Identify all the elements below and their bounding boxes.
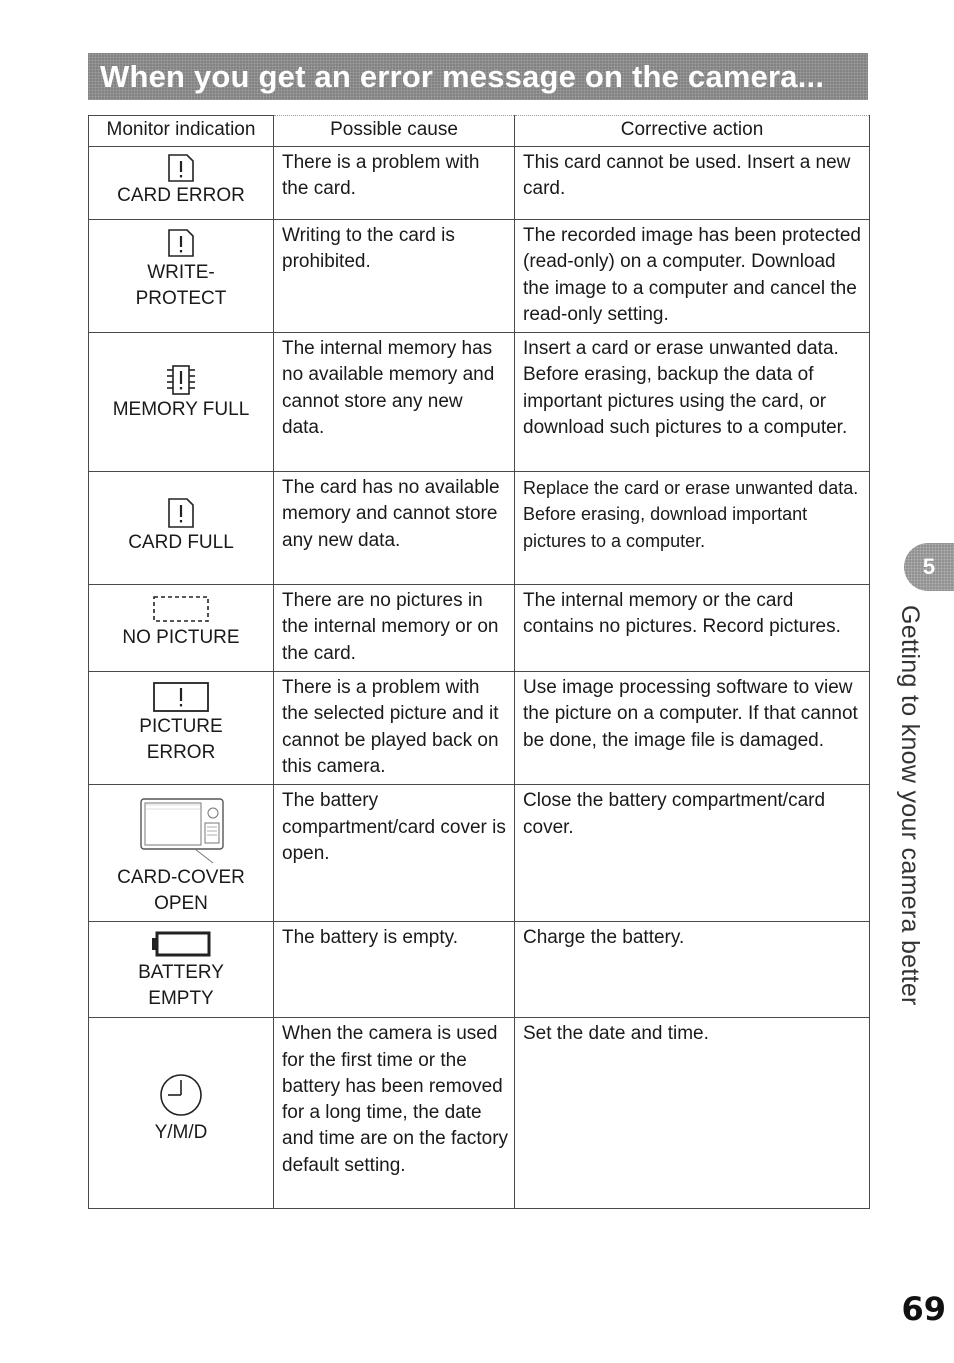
table-row xyxy=(89,585,870,672)
no-picture-icon xyxy=(146,593,216,625)
cause-cell: The battery is empty. xyxy=(274,922,515,1018)
header-cause: Possible cause xyxy=(274,116,515,147)
cause-cell: The internal memory has no available memory and cannot store any new data. xyxy=(274,333,515,472)
monitor-label: PICTURE xyxy=(139,716,223,738)
action-cell: Replace the card or erase unwanted data. Before erasing, download important pictures to a computer. xyxy=(515,472,870,585)
monitor-label: BATTERY xyxy=(138,962,224,984)
write-protect-icon xyxy=(163,226,199,260)
table-row xyxy=(89,672,870,785)
cause-cell: There are no pictures in the internal memory or on the card. xyxy=(274,585,515,672)
chapter-tab xyxy=(904,543,954,591)
table-header-row xyxy=(89,116,870,147)
action-cell: The internal memory or the card contains no pictures. Record pictures. xyxy=(515,585,870,672)
monitor-cell xyxy=(89,672,274,785)
table-row xyxy=(89,785,870,922)
action-cell: Insert a card or erase unwanted data. Before erasing, backup the data of important pictures using the card, or download such pictures to a computer. xyxy=(515,333,870,472)
table-row xyxy=(89,220,870,333)
monitor-label: CARD FULL xyxy=(128,532,234,554)
battery-empty-icon xyxy=(146,930,216,960)
picture-error-icon xyxy=(146,680,216,714)
action-cell: This card cannot be used. Insert a new card. xyxy=(515,147,870,220)
card-full-icon xyxy=(163,496,199,530)
cause-cell: There is a problem with the selected picture and it cannot be played back on this camera. xyxy=(274,672,515,785)
error-table xyxy=(88,115,870,1209)
action-cell: The recorded image has been protected (read-only) on a computer. Download the image to a computer and cancel the read-only setting. xyxy=(515,220,870,333)
cause-cell: The card has no available memory and cannot store any new data. xyxy=(274,472,515,585)
action-cell: Use image processing software to view the picture on a computer. If that cannot be done, the image file is damaged. xyxy=(515,672,870,785)
monitor-label: PROTECT xyxy=(135,288,227,309)
monitor-label: OPEN xyxy=(154,893,208,915)
table-row xyxy=(89,147,870,220)
chapter-title: Getting to know your camera better xyxy=(896,605,924,1006)
card-error-icon xyxy=(163,153,199,183)
monitor-label: Y/M/D xyxy=(154,1122,208,1144)
monitor-cell xyxy=(89,472,274,585)
chapter-number: 5 xyxy=(922,554,936,579)
cause-cell: There is a problem with the card. xyxy=(274,147,515,220)
monitor-cell xyxy=(89,1018,274,1209)
table-row xyxy=(89,472,870,585)
cause-cell: When the camera is used for the first time or the battery has been removed for a long time, the date and time are on the factory default setting. xyxy=(274,1018,515,1209)
chapter-title-vertical xyxy=(880,605,940,1006)
monitor-label: CARD-COVER xyxy=(117,867,245,889)
table-row xyxy=(89,333,870,472)
action-cell: Close the battery compartment/card cover. xyxy=(515,785,870,922)
action-cell: Charge the battery. xyxy=(515,922,870,1018)
monitor-label: WRITE- xyxy=(147,262,215,283)
monitor-cell xyxy=(89,585,274,672)
monitor-cell xyxy=(89,147,274,220)
monitor-cell xyxy=(89,922,274,1018)
monitor-label: CARD ERROR xyxy=(117,185,245,206)
monitor-label: NO PICTURE xyxy=(122,627,240,649)
action-cell: Set the date and time. xyxy=(515,1018,870,1209)
monitor-cell xyxy=(89,333,274,472)
section-banner xyxy=(88,53,868,100)
monitor-label: EMPTY xyxy=(148,988,214,1010)
monitor-cell xyxy=(89,785,274,922)
header-action: Corrective action xyxy=(515,116,870,147)
cause-cell: The battery compartment/card cover is open. xyxy=(274,785,515,922)
monitor-label: ERROR xyxy=(146,742,216,764)
memory-full-icon xyxy=(161,363,201,397)
clock-icon xyxy=(156,1070,206,1120)
table-row xyxy=(89,922,870,1018)
table-row xyxy=(89,1018,870,1209)
monitor-cell xyxy=(89,220,274,333)
cause-cell: Writing to the card is prohibited. xyxy=(274,220,515,333)
banner-title: When you get an error message on the camera... xyxy=(100,58,825,94)
card-cover-open-icon xyxy=(135,795,227,865)
monitor-label: MEMORY FULL xyxy=(112,399,250,421)
header-monitor: Monitor indication xyxy=(89,116,274,147)
page-number: 69 xyxy=(901,1290,946,1328)
